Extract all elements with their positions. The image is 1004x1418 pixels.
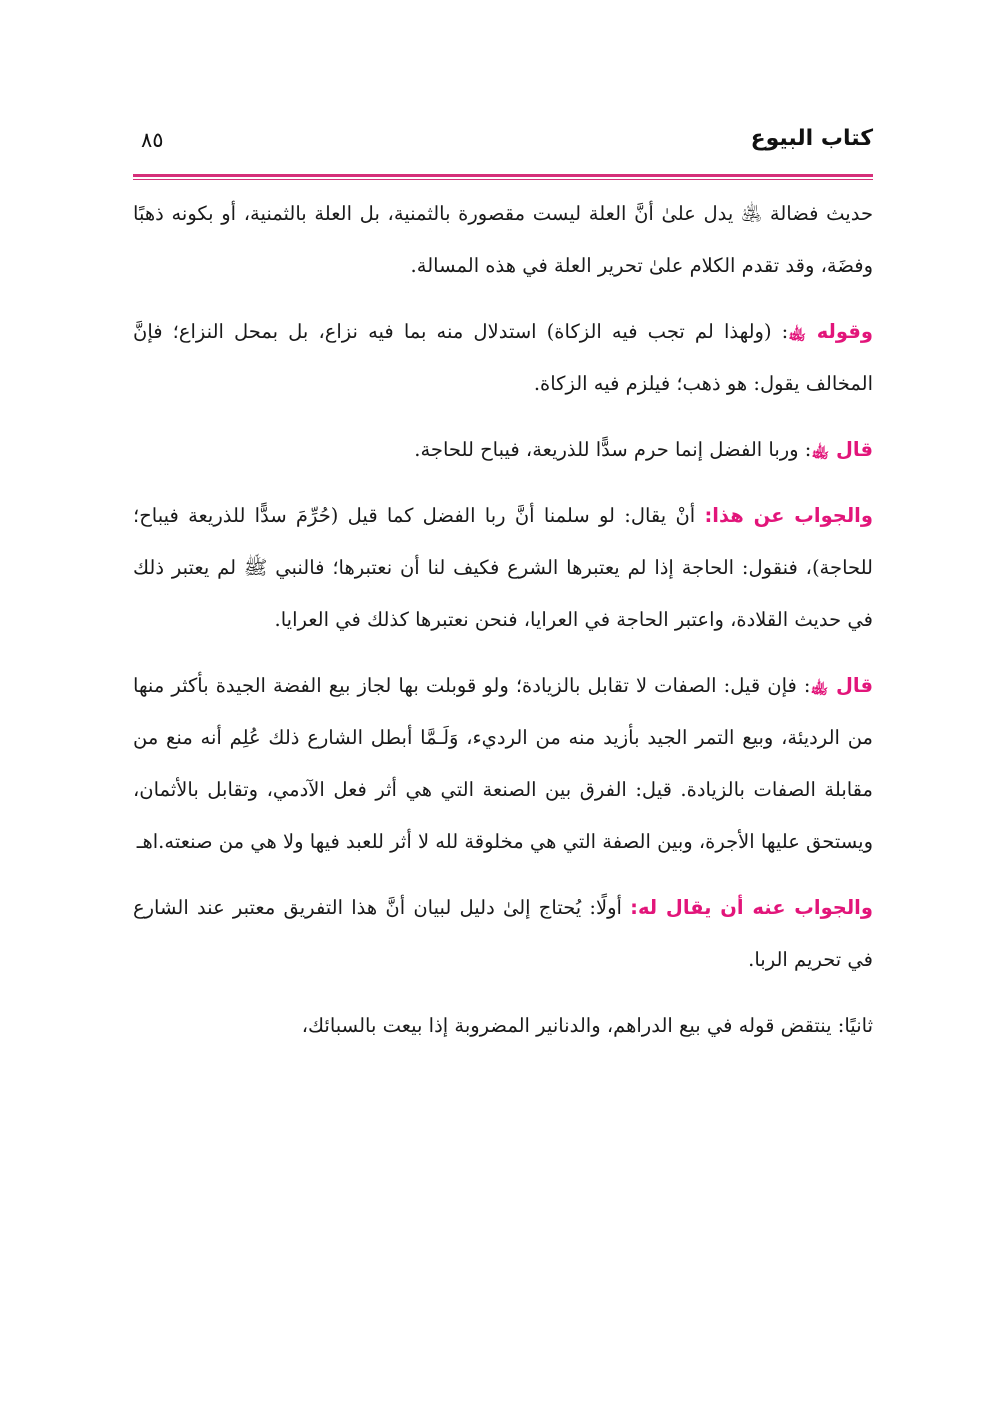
paragraph-lead: قال ﵀ xyxy=(811,438,873,461)
body-text xyxy=(133,188,873,1066)
paragraph-3 xyxy=(133,424,873,476)
paragraph-text: : وربا الفضل إنما حرم سدًّا للذريعة، فيباح للحاجة. xyxy=(414,438,812,461)
paragraph-text: : فإن قيل: الصفات لا تقابل بالزيادة؛ ولو قوبلت بها لجاز بيع الفضة الجيدة بأكثر منها من الرديئة، وبيع التمر الجيد بأزيد منه من الرديء، وَلَـمَّا أبطل الشارع ذلك عُلِم أنه منع من مقابلة الصفات بالزيادة. قيل: الفرق بين الصنعة التي هي أثر فعل الآدمي، وتقابل بالأثمان، ويستحق عليها الأجرة، وبين الصفة التي هي مخلوقة لله لا أثر للعبد فيها ولا هي من صنعته.اهـ xyxy=(133,674,873,853)
paragraph-lead: والجواب عن هذا: xyxy=(704,504,873,527)
paragraph-text: أولًا: يُحتاج إلىٰ دليل لبيان أنَّ هذا التفريق معتبر عند الشارع في تحريم الربا. xyxy=(133,896,873,971)
paragraph-2 xyxy=(133,306,873,410)
header-divider xyxy=(133,174,873,181)
paragraph-6 xyxy=(133,882,873,986)
paragraph-text: : (ولهذا لم تجب فيه الزكاة) استدلال منه بما فيه نزاع، بل بمحل النزاع؛ فإنَّ المخالف يقول: هو ذهب؛ فيلزم فيه الزكاة. xyxy=(133,320,873,395)
book-title: كتاب البيوع xyxy=(750,126,873,151)
paragraph-lead: قال ﵀ xyxy=(810,674,873,697)
document-page xyxy=(133,120,873,1300)
paragraph-lead: وقوله ﵀ xyxy=(788,320,873,343)
page-number: ٨٥ xyxy=(141,128,164,152)
paragraph-4 xyxy=(133,490,873,646)
paragraph-7 xyxy=(133,1000,873,1052)
page-header xyxy=(133,120,873,166)
paragraph-lead: والجواب عنه أن يقال له: xyxy=(630,896,873,919)
paragraph-text: أنْ يقال: لو سلمنا أنَّ ربا الفضل كما قيل (حُرِّمَ سدًّا للذريعة فيباح؛ للحاجة)، فنقول: الحاجة إذا لم يعتبرها الشرع فكيف لنا أن نعتبرها؛ فالنبي ﷺ لم يعتبر ذلك في حديث القلادة، واعتبر الحاجة في العرايا، فنحن نعتبرها كذلك في العرايا. xyxy=(133,504,873,631)
paragraph-5 xyxy=(133,660,873,868)
paragraph-text: حديث فضالة ﵁ يدل علىٰ أنَّ العلة ليست مقصورة بالثمنية، بل العلة بالثمنية، أو بكونه ذهبًا وفضَة، وقد تقدم الكلام علىٰ تحرير العلة في هذه المسالة. xyxy=(133,202,873,277)
paragraph-1 xyxy=(133,188,873,292)
paragraph-text: ثانيًا: ينتقض قوله في بيع الدراهم، والدنانير المضروبة إذا بيعت بالسبائك، xyxy=(301,1014,873,1037)
